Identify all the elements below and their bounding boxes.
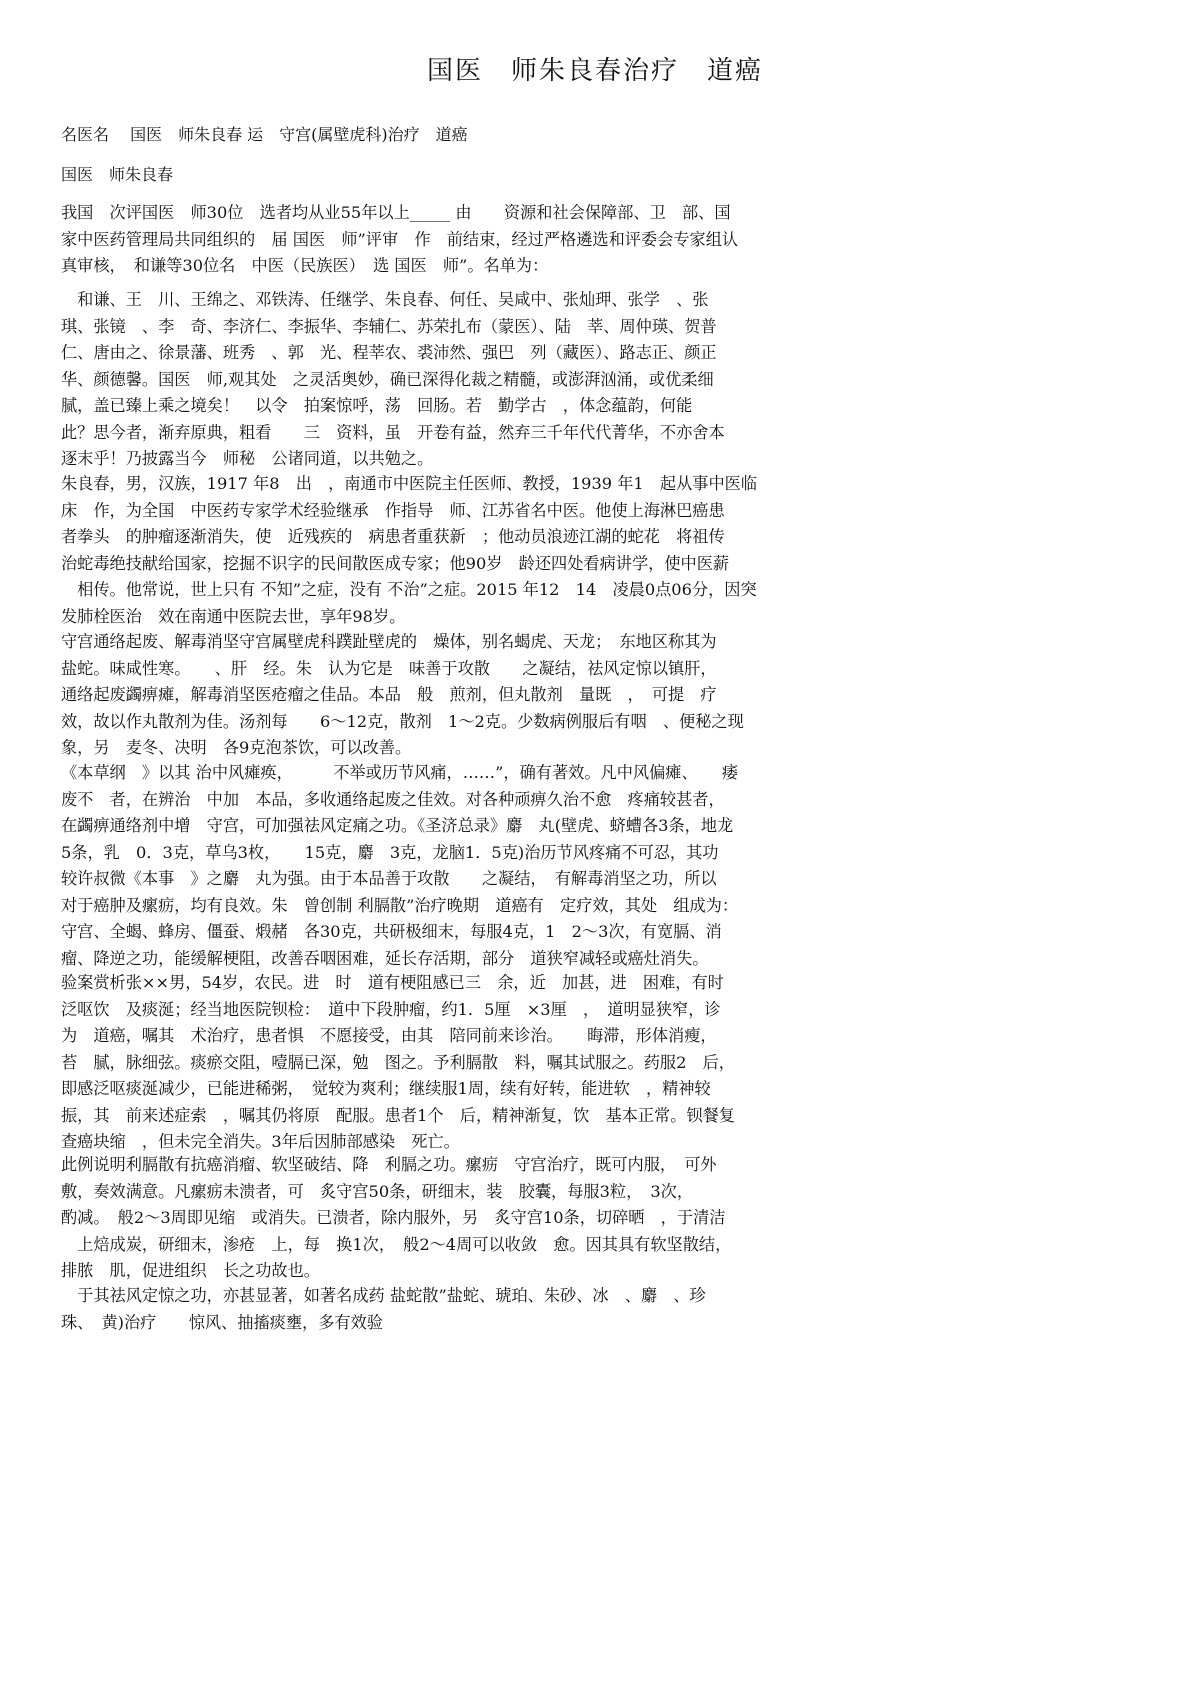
- author-line: 国医 师朱良春: [61, 165, 174, 184]
- paragraph-case-study: 验案赏析张××男，54岁，农民。进 时 道有梗阻感已三 余，近 加甚，进 困难，有时 泛呕饮 及痰涎；经当地医院钡检： 道中下段肿瘤，约1．5厘 ×3厘 ， 道明显狭窄，诊 为 道癌，嘱其 术治疗，患者惧 不愿接受，由其 陪同前来诊治。 晦滞，形体消瘦， 苔 腻，脉细弦。痰瘀交阻，噎膈已深，勉 图之。予利膈散 料，嘱其试服之。药服2 后， 即感泛呕痰涎减少，已能进稀粥， 觉较为爽利；继续服1周，续有好转，能进软 ，精神较 振，其 前来述症索 ，嘱其仍将原 配服。患者1个 后，精神渐复，饮 基本正常。钡餐复 查癌块缩 ，但未完全消失。3年后因肺部感染 死亡。: [61, 973, 735, 1151]
- paragraph-shougong-properties: 守宫通络起废、解毒消坚守宫属壁虎科蹼趾壁虎的 燥体，别名蝎虎、天龙； 东地区称其为 盐蛇。味咸性寒。 、肝 经。朱 认为它是 味善于攻散 之凝结，祛风定惊以镇肝， 通络起废蠲痹瘫，解毒消坚医疮瘤之佳品。本品 般 煎剂，但丸散剂 量既 ， 可提 疗 效，故以作丸散剂为佳。汤剂每 6～12克，散剂 1～2克。少数病例服后有咽 、便秘之现 象，另 麦冬、决明 各9克泡茶饮，可以改善。: [61, 632, 744, 757]
- article-source-line: 名医名 国医 师朱良春 运 守宫(属壁虎科)治疗 道癌: [61, 125, 468, 144]
- paragraph-name-list: 和谦、王 川、王绵之、邓铁涛、任继学、朱良春、何任、吴咸中、张灿玾、张学 、张 琪、张镜 、李 奇、李济仁、李振华、李辅仁、苏荣扎布（蒙医）、陆 莘、周仲瑛、贺普 仁、唐由之、徐景藩、班秀 、郭 光、程莘农、裘沛然、强巴 列（藏医）、路志正、颜正 华、颜德馨。国医 师,观其处 之灵活奥妙，确已深得化裁之精髓，或澎湃汹涌，或优柔细 腻，盖已臻上乘之境矣！ 以令 拍案惊呼，荡 回肠。若 勤学古 ，体念蕴韵，何能 此？思今者，渐弃原典，粗看 三 资料，虽 开卷有益，然弃三千年代代菁华，不亦舍本 逐末乎！乃披露当今 师秘 公诸同道，以共勉之。: [61, 290, 725, 468]
- paragraph-intro: 我国 次评国医 师30位 选者均从业55年以上_____ 由 资源和社会保障部、卫 部、国 家中医药管理局共同组织的 届 国医 师”评审 作 前结束，经过严格遴选和评委会专家组认 真审核， 和谦等30位名 中医（民族医） 选 国医 师”。名单为：: [61, 203, 739, 275]
- document-title: 国医 师朱良春治疗 道癌: [426, 56, 763, 86]
- paragraph-classical-usage: 《本草纲 》以其 治中风瘫痪， 不举或历节风痛，……”，确有著效。凡中风偏瘫、 痿 废不 者，在辨治 中加 本品，多收通络起废之佳效。对各种顽痹久治不愈 疼痛较甚者， 在蠲痹通络剂中增 守宫，可加强祛风定痛之功。《圣济总录》麝 丸(壁虎、蛴螬各3条，地龙 5条，乳 0．3克，草乌3枚， 15克，麝 3克，龙脑1．5克)治历节风疼痛不可忍，其功 较许叔微《本事 》之麝 丸为强。由于本品善于攻散 之凝结， 有解毒消坚之功，所以 对于癌肿及瘰疬，均有良效。朱 曾创制 利膈散”治疗晚期 道癌有 定疗效，其处 组成为： 守宫、全蝎、蜂房、僵蚕、煅赭 各30克，共研极细末，每服4克，1 2～3次，有宽膈、消 瘤、降逆之功，能缓解梗阻，改善吞咽困难，延长存活期，部分 道狭窄减轻或癌灶消失。: [61, 763, 739, 968]
- paragraph-biography: 朱良春，男，汉族，1917 年8 出 ，南通市中医院主任医师、教授，1939 年1 起从事中医临 床 作，为全国 中医药专家学术经验继承 作指导 师、江苏省名中医。他使上海淋巴癌患 者拳头 的肿瘤逐渐消失，使 近残疾的 病患者重获新 ；他动员浪迹江湖的蛇花 将祖传 治蛇毒绝技献给国家，挖掘不识字的民间散医成专家；他90岁 龄还四处看病讲学，使中医薪 相传。他常说，世上只有 不知”之症，没有 不治”之症。2015 年12 14 凌晨0点06分，因突 发肺栓医治 效在南通中医院去世，享年98岁。: [61, 474, 758, 626]
- paragraph-convulsion-usage: 于其祛风定惊之功，亦甚显著，如著名成药 盐蛇散”盐蛇、琥珀、朱砂、冰 、麝 、珍 珠、 黄)治疗 惊风、抽搐痰壅，多有效验: [61, 1286, 706, 1332]
- paragraph-scrofula-treatment: 此例说明利膈散有抗癌消瘤、软坚破结、降 利膈之功。瘰疬 守宫治疗，既可内服， 可外 敷，奏效满意。凡瘰疬未溃者，可 炙守宫50条，研细末，装 胶囊，每服3粒， 3次， 酌减。 般2～3周即见缩 或消失。已溃者，除内服外，另 炙守宫10条，切碎晒 ，于清洁 上焙成炭，研细末，渗疮 上，每 换1次， 般2～4周可以收敛 愈。因其具有软坚散结， 排脓 肌，促进组织 长之功故也。: [61, 1155, 732, 1280]
